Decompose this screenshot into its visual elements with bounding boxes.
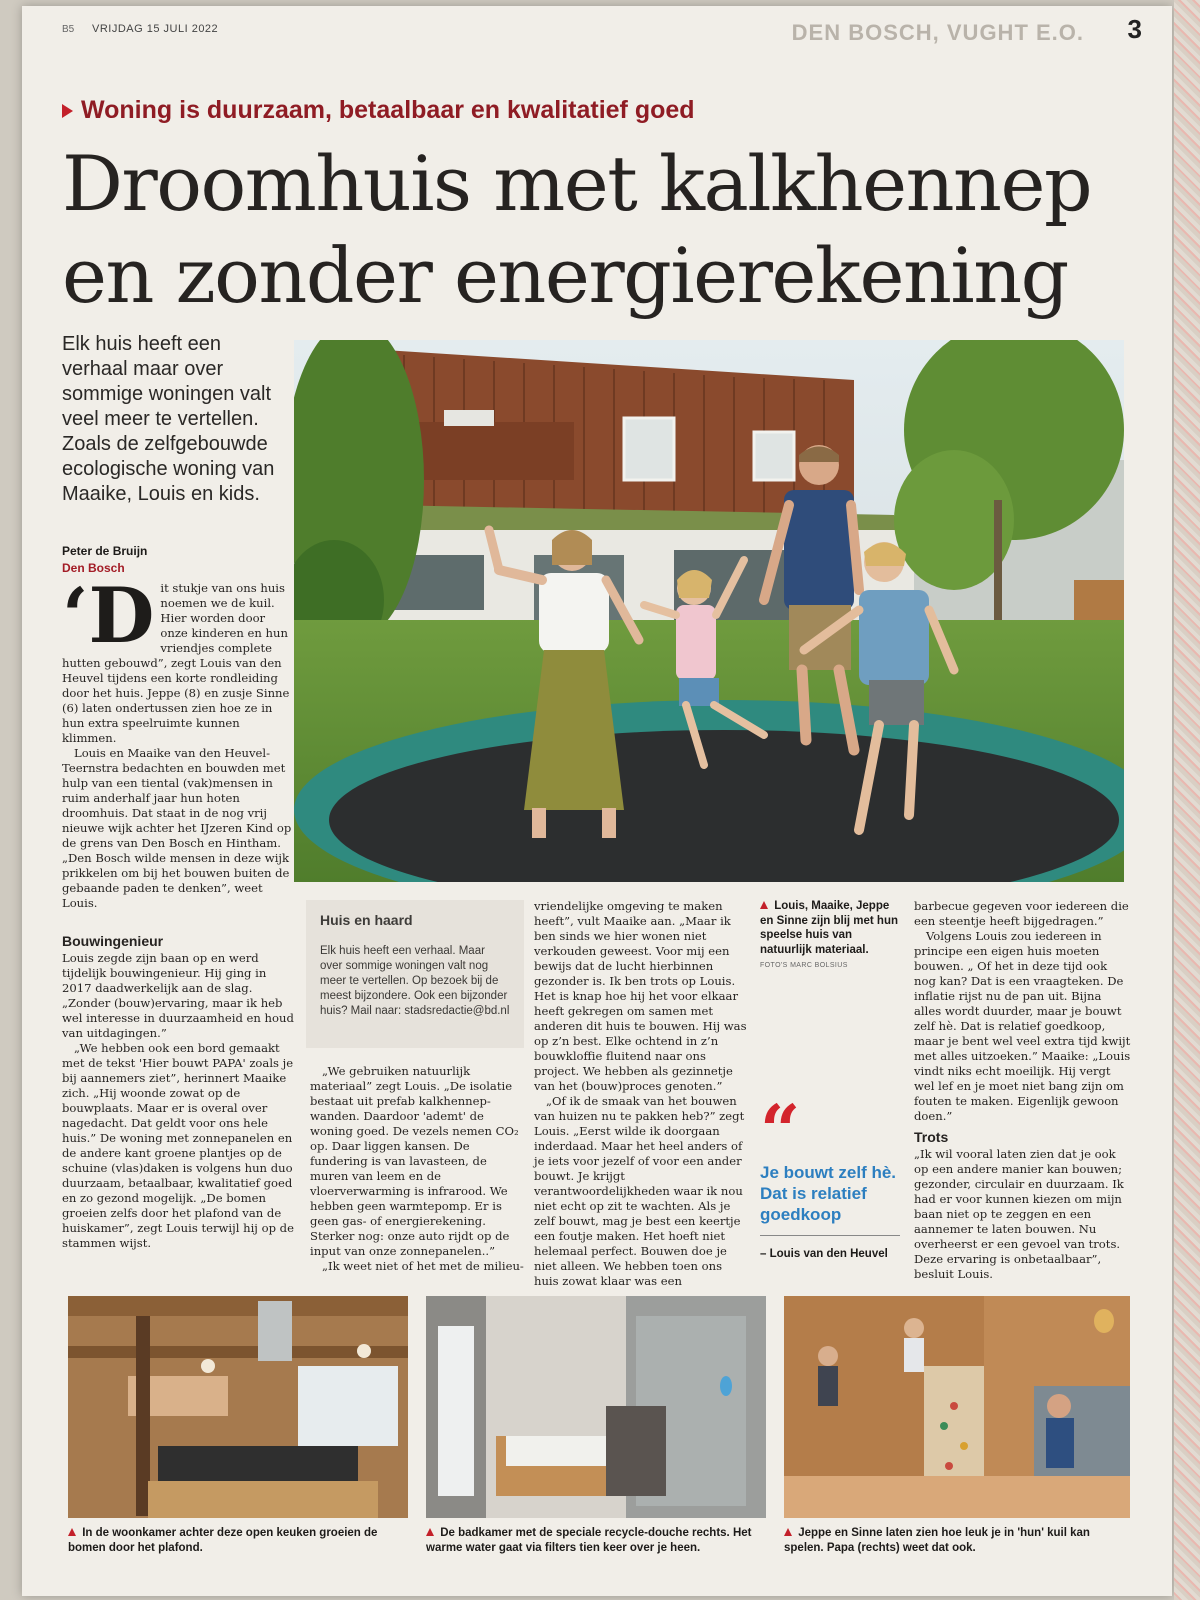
article-paragraph: „We gebruiken natuurlijk materiaal” zegt Louis. „De isolatie bestaat uit prefab kalkhennep-wanden. Daardoor 'ademt' de woning goed. De vezels nemen CO₂ op. Daar liggen kansen. De fundering is van lavasteen, de muren van leem en de vloerverwarming is infrarood. We hebben geen warmtepomp. Er is geen gas- of energierekening. Sterker nog: onze auto rijdt op de input van onze zonnepanelen..” [310, 1064, 519, 1258]
page-header [62, 16, 1142, 50]
page-number: 3 [1127, 14, 1142, 44]
divider [760, 1235, 900, 1236]
photo-credit: FOTO'S MARC BOLSIUS [760, 962, 848, 969]
headline [62, 138, 1142, 322]
play-area-photo [784, 1296, 1130, 1518]
photo-caption-play-area [784, 1526, 1130, 1556]
article-paragraph: „We hebben ook een bord gemaakt met de tekst 'Hier bouwt PAPA' zoals je bij aannemers ziet”, herinnert Maaike zich. „Hij woonde zowat op de bouwplaats. Maar er is overal over nagedacht. Dat geldt voor ons hele huis.” De woning met zonnepanelen en de andere kant groene plantjes op de schuine (vlas)daken is volgens hun duo duurzaam, betaalbaar, kwalitatief goed en zo gezond mogelijk. „De bomen groeien zelfs door het plafond van de huiskamer”, zegt Louis terwijl hij op de stammen wijst. [62, 1041, 294, 1250]
article-column-1 [62, 571, 294, 911]
family-trampoline-photo [294, 340, 1124, 882]
article-column-1b [62, 928, 294, 1251]
article-paragraph: „Ik wil vooral laten zien dat je ook op een andere manier kan bouwen; gezonder, circulair en duurzaam. Ik had er voor kunnen kiezen om mijn baan niet op te zeggen en een aannemer te laten bouwen. Nu overheerst er een gevoel van trots. Deze ervaring is onbetaalbaar”, besluit Louis. [914, 1147, 1124, 1281]
caption-triangle-icon [784, 1528, 792, 1536]
play-area-image [784, 1296, 1130, 1518]
article-paragraph: it stukje van ons huis noemen we de kuil. Hier worden door onze kinderen en hun vriendjes complete hutten gebouwd”, zegt Louis van den Heuvel tijdens een korte rondleiding door het huis. Jeppe (8) en zusje Sinne (6) laten ondertussen zien hoe ze in hun extra speelruimte kunnen klimmen. [62, 581, 290, 745]
article-column-3 [534, 899, 748, 1289]
pull-quote-attribution: – Louis van den Heuvel [760, 1248, 888, 1260]
info-box-title: Huis en haard [320, 912, 413, 928]
headline-line-1: Droomhuis met kalkhennep [62, 139, 1092, 228]
bathroom-image [426, 1296, 766, 1518]
region-label: DEN BOSCH, VUGHT E.O. [791, 20, 1084, 45]
info-box [306, 900, 524, 1048]
kitchen-photo [68, 1296, 408, 1518]
photo-caption-kitchen [68, 1526, 408, 1556]
article-paragraph: barbecue gegeven voor iedereen die een steentje heeft bijgedragen.” [914, 899, 1129, 928]
info-box-text: Elk huis heeft een verhaal. Maar over sommige woningen valt nog meer te vertellen. Op bezoek bij de meest bijzondere. Ook een bijzonder huis? Mail naar: stadsredactie@bd.nl [320, 945, 510, 1017]
caption-triangle-icon [426, 1528, 434, 1536]
hero-photo [294, 340, 1124, 882]
quote-mark-icon: “ [760, 1089, 801, 1172]
issue-date: VRIJDAG 15 JULI 2022 [92, 23, 219, 35]
article-paragraph: „Ik weet niet of het met de milieu- [322, 1259, 524, 1273]
kicker-triangle-icon [62, 104, 73, 118]
newspaper-page [22, 6, 1172, 1596]
kitchen-image [68, 1296, 408, 1518]
caption-text: Jeppe en Sinne laten zien hoe leuk je in 'hun' kuil kan spelen. Papa (rechts) weet dat ook. [784, 1527, 1090, 1554]
caption-triangle-icon [68, 1528, 76, 1536]
headline-line-2: en zonder energierekening [62, 231, 1068, 320]
table-edge [1174, 0, 1200, 1600]
article-paragraph: vriendelijke omgeving te maken heeft”, vult Maaike aan. „Maar ik ben sinds we hier wonen niet verkouden geweest. Voor mij een bewijs dat de lucht hierbinnen gezonder is. Ik ben trots op Louis. Het is knap hoe hij het voor elkaar heeft gekregen om samen met anderen dit huis te bouwen. Hij was op z’n best. Elke ochtend in z’n bouwkloffie fluitend naar ons project. We hebben als gezinnetje van het (bouw)proces genoten.” [534, 899, 747, 1093]
subheading: Trots [914, 1129, 949, 1145]
hero-caption-text: Louis, Maaike, Jeppe en Sinne zijn blij met hun speelse huis van natuurlijk materiaal. [760, 900, 899, 956]
byline-author: Peter de Bruijn [62, 544, 148, 558]
article-paragraph: Volgens Louis zou iedereen in principe een eigen huis moeten bouwen. „ Of het in deze tijd ook nog kan? Dat is een vraagteken. De inflatie rijst nu de pan uit. Bijna alles wordt duurder, maar je bouwt zelf hè. Dat is relatief goedkoop, maar je bent wel veel extra tijd kwijt met alles uitzoeken.” Maaike: „Louis vindt niks echt moeilijk. Hij vergt wel lef en je moet niet bang zijn om fouten te maken. Eigenlijk gewoon doen.” [914, 929, 1131, 1123]
pull-quote-text: Je bouwt zelf hè. Dat is relatief goedkoop [760, 1163, 897, 1224]
pull-quote [760, 1089, 910, 1260]
photo-caption-bathroom [426, 1526, 766, 1556]
caption-text: De badkamer met de speciale recycle-douche rechts. Het warme water gaat via filters tien keer over je heen. [426, 1527, 752, 1554]
dropcap: ‘D [62, 571, 155, 660]
article-column-2 [310, 1064, 524, 1274]
byline-location: Den Bosch [62, 561, 125, 575]
kicker [62, 96, 695, 125]
article-column-4 [914, 899, 1132, 1282]
kicker-text: Woning is duurzaam, betaalbaar en kwalitatief goed [81, 96, 695, 124]
intro-text: Elk huis heeft een verhaal maar over sommige woningen valt veel meer te vertellen. Zoals de zelfgebouwde ecologische woning van Maaike, Louis en kids. [62, 333, 275, 505]
hero-caption [760, 899, 898, 974]
bathroom-photo [426, 1296, 766, 1518]
article-paragraph: Louis zegde zijn baan op en werd tijdelijk bouwingenieur. Hij ging in 2017 daadwerkelijk aan de slag. „Zonder (bouw)ervaring, maar ik heb wel interesse in duurzaamheid en houd van uitdagingen.” [62, 951, 294, 1040]
caption-text: In de woonkamer achter deze open keuken groeien de bomen door het plafond. [68, 1527, 378, 1554]
caption-triangle-icon [760, 901, 768, 909]
article-paragraph: Louis en Maaike van den Heuvel-Teernstra bedachten en bouwden met hulp van een tiental (vak)mensen in ruim anderhalf jaar hun hoten droomhuis. Dat staat in de nog vrij nieuwe wijk achter het IJzeren Kind op de grens van Den Bosch en Hintham. „Den Bosch wilde mensen in deze wijk prikkelen om bij het bouwen buiten de gebaande paden te denken”, weet Louis. [62, 746, 292, 910]
page-code: B5 [62, 24, 75, 35]
article-paragraph: „Of ik de smaak van het bouwen van huizen nu te pakken heb?” zegt Louis. „Eerst wilde ik doorgaan inderdaad. Maar het heel anders of je iets voor jezelf of voor een ander bouwt. Je krijgt verantwoordelijkheden waar ik nou niet echt op zit te wachten. Als je zelf bouwt, mag je best een keertje een foutje maken. Het hoeft niet helemaal perfect. Bouwen doe je niet alleen. We hebben toen ons huis zowat klaar was een [534, 1094, 745, 1288]
subheading: Bouwingenieur [62, 933, 164, 949]
